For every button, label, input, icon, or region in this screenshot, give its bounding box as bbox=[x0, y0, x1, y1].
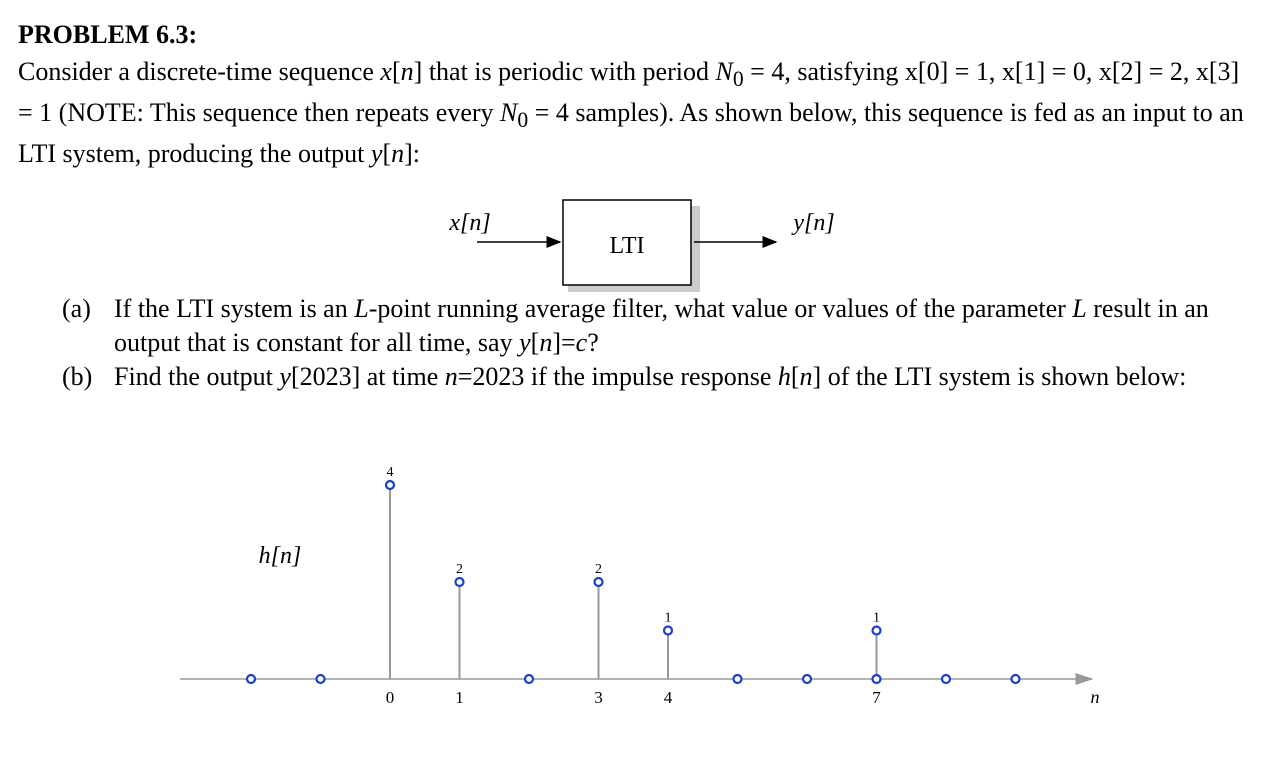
problem-title: PROBLEM 6.3: bbox=[18, 20, 198, 49]
ylabel: h[n] bbox=[258, 543, 302, 569]
sample-marker-7 bbox=[734, 675, 742, 683]
sample-value-label-3: 2 bbox=[456, 562, 463, 577]
sample-value-label-5: 2 bbox=[595, 562, 602, 577]
sample-marker-8 bbox=[803, 675, 811, 683]
tick-label-2: 3 bbox=[594, 688, 603, 707]
sample-marker-axis-7 bbox=[873, 675, 881, 683]
part-a-label: (a) bbox=[62, 294, 91, 323]
sample-marker-11 bbox=[1012, 675, 1020, 683]
problem-statement: Consider a discrete-time sequence x[n] that is periodic with period $N_0 = 4$, satisfying x[0] = 1, x[1] = 0, x[2] = 2, x[3] = 1 (NOTE: This sequence then repeats every $N_0 = 4$ samples). As shown below, this sequence is fed as an input to an LTI system, producing the output y[n]: bbox=[18, 57, 1244, 169]
part-a-text: If the LTI system is an L-point running average filter, what value or values of the parameter L result in an output that is constant for all time, say y[n]=c? bbox=[114, 294, 1209, 357]
sample-marker-10 bbox=[942, 675, 950, 683]
tick-label-4: 7 bbox=[872, 688, 881, 707]
part-b-text: Find the output y[2023] at time n=2023 if the impulse response h[n] of the LTI system is shown below: bbox=[114, 362, 1187, 391]
sample-value-label-2: 4 bbox=[386, 465, 394, 480]
sample-marker-1 bbox=[317, 675, 325, 683]
lti-label: LTI bbox=[609, 233, 645, 259]
input-label: x[n] bbox=[449, 210, 491, 236]
tick-label-1: 1 bbox=[455, 688, 464, 707]
sample-marker-9 bbox=[873, 627, 881, 635]
sample-value-label-6: 1 bbox=[664, 610, 672, 626]
part-b-label: (b) bbox=[62, 362, 93, 391]
sample-marker-6 bbox=[664, 627, 672, 635]
tick-label-3: 4 bbox=[663, 688, 673, 707]
xlabel: n bbox=[1090, 687, 1100, 707]
sample-marker-3 bbox=[456, 578, 464, 586]
sample-value-label-9: 1 bbox=[873, 610, 880, 626]
sample-marker-2 bbox=[386, 481, 394, 489]
stems bbox=[247, 465, 1020, 707]
sample-marker-0 bbox=[247, 675, 255, 683]
tick-label-0: 0 bbox=[385, 688, 395, 707]
sample-marker-4 bbox=[525, 675, 533, 683]
output-label: y[n] bbox=[793, 210, 835, 236]
sample-marker-5 bbox=[595, 578, 603, 586]
